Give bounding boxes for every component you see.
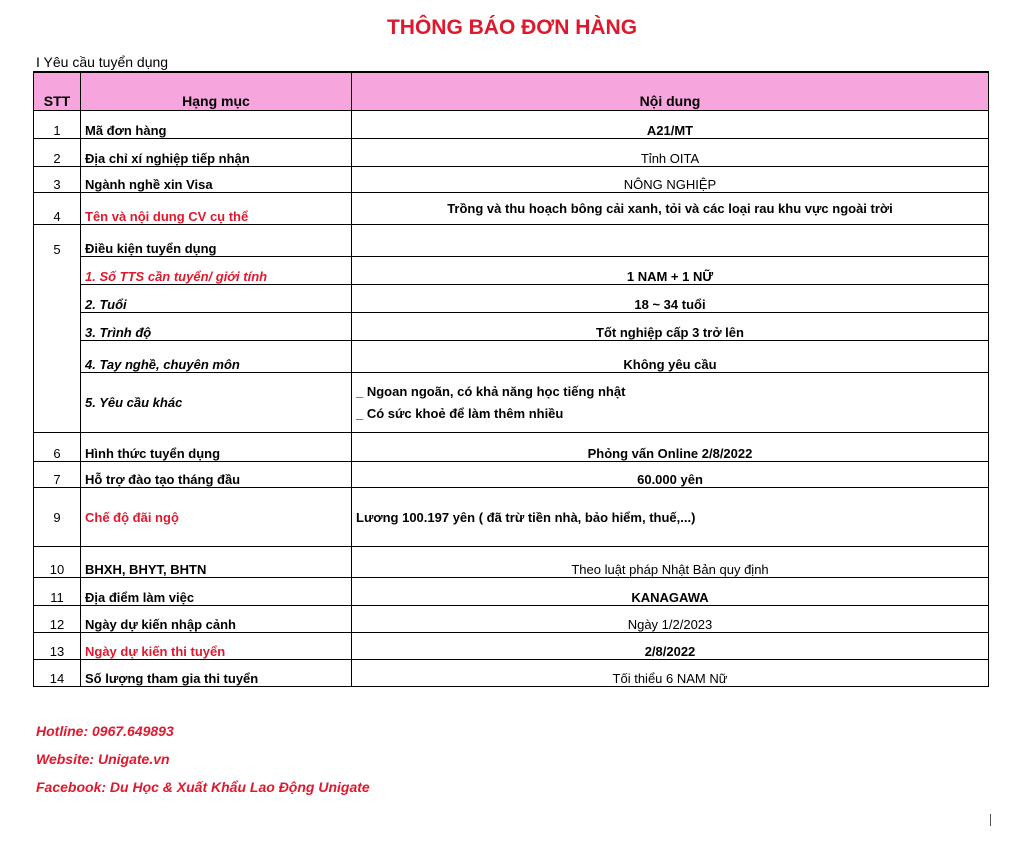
table-row <box>34 433 989 462</box>
table-row <box>34 606 989 633</box>
row-label: Ngày dự kiến thi tuyển <box>81 633 352 660</box>
row-label: 4. Tay nghề, chuyên môn <box>81 341 352 373</box>
table-row <box>34 660 989 687</box>
table-row <box>34 313 989 341</box>
cursor-mark <box>990 814 991 826</box>
table-row <box>34 488 989 547</box>
row-value: 2/8/2022 <box>352 633 989 660</box>
table-row <box>34 633 989 660</box>
table-row <box>34 341 989 373</box>
row-value: 1 NAM + 1 NỮ <box>352 257 989 285</box>
row-stt: 4 <box>34 193 81 225</box>
table-row <box>34 373 989 433</box>
table-row <box>34 139 989 167</box>
requirement-line: _ Ngoan ngoãn, có khả năng học tiếng nhật <box>356 383 626 399</box>
row-stt: 6 <box>34 433 81 462</box>
row-label: Ngành nghề xin Visa <box>81 167 352 193</box>
table-row <box>34 578 989 606</box>
row-value: 60.000 yên <box>352 462 989 488</box>
row-stt: 12 <box>34 606 81 633</box>
row-stt: 5 <box>34 225 81 257</box>
row-value <box>352 225 989 257</box>
row-stt: 14 <box>34 660 81 687</box>
header-stt: STT <box>34 72 81 111</box>
row-value: Tỉnh OITA <box>352 139 989 167</box>
row-stt: 11 <box>34 578 81 606</box>
row-label: Tên và nội dung CV cụ thể <box>81 193 352 225</box>
row-stt <box>34 285 81 313</box>
table-row <box>34 257 989 285</box>
row-stt <box>34 313 81 341</box>
row-stt: 10 <box>34 547 81 578</box>
row-value: Trồng và thu hoạch bông cải xanh, tỏi và các loại rau khu vực ngoài trời <box>352 193 989 225</box>
row-value: 18 ~ 34 tuổi <box>352 285 989 313</box>
page-title: THÔNG BÁO ĐƠN HÀNG <box>386 16 638 39</box>
table-row <box>34 547 989 578</box>
row-stt: 1 <box>34 111 81 139</box>
row-label: Chế độ đãi ngộ <box>81 488 352 547</box>
table-row <box>34 462 989 488</box>
row-label: Điều kiện tuyển dụng <box>81 225 352 257</box>
footer-website: Website: Unigate.vn <box>36 751 170 767</box>
table-row <box>34 193 989 225</box>
row-value: Ngày 1/2/2023 <box>352 606 989 633</box>
row-label: Ngày dự kiến nhập cảnh <box>81 606 352 633</box>
table-row <box>34 111 989 139</box>
row-value: Không yêu cầu <box>352 341 989 373</box>
row-stt <box>34 257 81 285</box>
row-value: Theo luật pháp Nhật Bản quy định <box>352 547 989 578</box>
header-category: Hạng mục <box>81 72 352 111</box>
row-stt: 9 <box>34 488 81 547</box>
footer-hotline: Hotline: 0967.649893 <box>36 723 174 739</box>
row-stt <box>34 373 81 433</box>
row-label: Địa điểm làm việc <box>81 578 352 606</box>
table-row <box>34 285 989 313</box>
row-value: NÔNG NGHIỆP <box>352 167 989 193</box>
row-value: Phỏng vấn Online 2/8/2022 <box>352 433 989 462</box>
row-label: Mã đơn hàng <box>81 111 352 139</box>
row-label: BHXH, BHYT, BHTN <box>81 547 352 578</box>
table-row <box>34 167 989 193</box>
row-stt: 2 <box>34 139 81 167</box>
row-value: A21/MT <box>352 111 989 139</box>
row-value: Tốt nghiệp cấp 3 trở lên <box>352 313 989 341</box>
table-row <box>34 225 989 257</box>
footer-facebook: Facebook: Du Học & Xuất Khẩu Lao Động Unigate <box>36 779 370 795</box>
row-label: Hình thức tuyển dụng <box>81 433 352 462</box>
table-header-row <box>34 72 989 111</box>
section-title: I Yêu cầu tuyển dụng <box>36 54 169 70</box>
row-stt <box>34 341 81 373</box>
row-value: Tối thiểu 6 NAM Nữ <box>352 660 989 687</box>
row-value: Lương 100.197 yên ( đã trừ tiền nhà, bảo hiểm, thuế,...) <box>352 488 989 547</box>
header-content: Nội dung <box>352 72 989 111</box>
row-stt: 13 <box>34 633 81 660</box>
row-label: 2. Tuổi <box>81 285 352 313</box>
order-table <box>33 71 989 687</box>
row-label: 3. Trình độ <box>81 313 352 341</box>
row-label: Hỗ trợ đào tạo tháng đầu <box>81 462 352 488</box>
row-stt: 7 <box>34 462 81 488</box>
row-label: 5. Yêu cầu khác <box>81 373 352 433</box>
requirement-line: _ Có sức khoẻ để làm thêm nhiều <box>356 405 564 421</box>
row-value-list <box>352 373 989 433</box>
row-value: KANAGAWA <box>352 578 989 606</box>
row-label: Địa chỉ xí nghiệp tiếp nhận <box>81 139 352 167</box>
row-label: Số lượng tham gia thi tuyển <box>81 660 352 687</box>
row-stt: 3 <box>34 167 81 193</box>
row-label: 1. Số TTS cần tuyển/ giới tính <box>81 257 352 285</box>
